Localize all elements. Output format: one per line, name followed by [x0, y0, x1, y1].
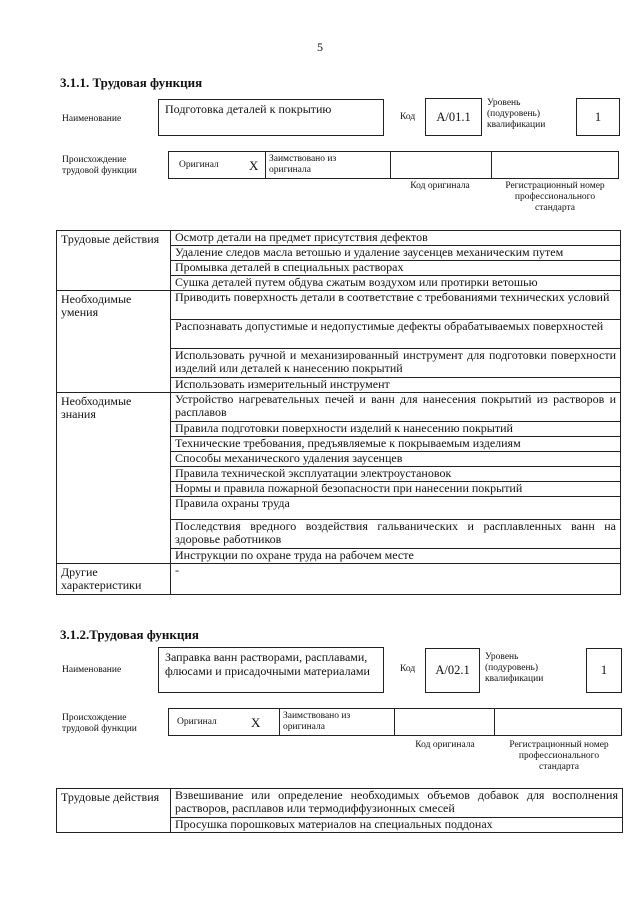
table-cell: Удаление следов масла ветошью и удаление заусенцев механическим путем — [171, 246, 621, 261]
table-cell: Распознавать допустимые и недопустимые дефекты обрабатываемых поверхностей — [171, 320, 621, 349]
table-cell: Правила подготовки поверхности изделий к нанесению покрытий — [171, 422, 621, 437]
original-mark: X — [249, 158, 259, 173]
reg-number-caption: Регистрационный номер профессионального стандарта — [509, 740, 609, 772]
table-cell: Правила охраны труда — [171, 497, 621, 520]
table-cell: Просушка порошковых материалов на специальных поддонах — [171, 818, 623, 833]
code-original-caption: Код оригинала — [415, 740, 475, 750]
reg-number-caption: Регистрационный номер профессионального стандарта — [505, 181, 605, 213]
row-label-knowledge: Необходимые знания — [57, 393, 171, 564]
table-cell: Инструкции по охране труда на рабочем месте — [171, 549, 621, 564]
row-label-actions: Трудовые действия — [57, 789, 171, 833]
origin-row — [168, 708, 622, 736]
table-cell: Взвешивание или определение необходимых объемов добавок для восполнения растворов, расплавов или термодиффузионных смесей — [171, 789, 623, 818]
section-title-3-1-2: 3.1.2.Трудовая функция — [60, 627, 199, 642]
level-label: Уровень (подуровень) квалификации — [487, 98, 546, 130]
page-number: 5 — [317, 40, 323, 54]
borrowed-label: Заимствовано из оригинала — [269, 154, 337, 175]
function-name-box: Подготовка деталей к покрытию — [158, 99, 384, 136]
divider — [265, 151, 266, 179]
table-cell: Устройство нагревательных печей и ванн для нанесения покрытий из растворов и расплавов — [171, 393, 621, 422]
divider — [491, 151, 492, 179]
row-label-other: Другие характеристики — [57, 564, 171, 595]
row-label-skills: Необходимые умения — [57, 291, 171, 393]
table-row — [57, 564, 621, 595]
name-label: Наименование — [62, 665, 122, 675]
code-original-caption: Код оригинала — [410, 181, 470, 191]
qualification-level-box: 1 — [586, 648, 622, 693]
function-code-box: A/01.1 — [425, 98, 482, 136]
table-cell: Осмотр детали на предмет присутствия дефектов — [171, 231, 621, 246]
name-label: Наименование — [62, 114, 122, 124]
original-mark: X — [251, 715, 261, 730]
borrowed-label: Заимствовано из оригинала — [283, 711, 351, 732]
divider — [279, 708, 280, 736]
table-row — [57, 291, 621, 320]
divider — [390, 151, 391, 179]
origin-label: Происхождение трудовой функции — [62, 713, 137, 734]
table-row — [57, 789, 623, 818]
section-title-3-1-1: 3.1.1. Трудовая функция — [60, 75, 203, 90]
table-cell: Использовать измерительный инструмент — [171, 378, 621, 393]
table-cell: Использовать ручной и механизированный инструмент для подготовки поверхности изделий или деталей к нанесению покрытий — [171, 349, 621, 378]
row-label-actions: Трудовые действия — [57, 231, 171, 291]
divider — [494, 708, 495, 736]
origin-row — [168, 151, 619, 179]
origin-label: Происхождение трудовой функции — [62, 155, 137, 176]
table-cell: Нормы и правила пожарной безопасности при нанесении покрытий — [171, 482, 621, 497]
qualification-level-box: 1 — [576, 98, 620, 136]
table-cell: Приводить поверхность детали в соответствие с требованиями технических условий — [171, 291, 621, 320]
level-label: Уровень (подуровень) квалификации — [485, 652, 544, 684]
code-label: Код — [400, 112, 416, 122]
table-row — [57, 393, 621, 422]
original-label: Оригинал — [179, 160, 219, 170]
table-cell: Технические требования, предъявляемые к покрываемым изделиям — [171, 437, 621, 452]
table-cell: - — [171, 564, 621, 595]
function-code-box: A/02.1 — [425, 648, 480, 693]
table-cell: Сушка деталей путем обдува сжатым воздухом или протирки ветошью — [171, 276, 621, 291]
divider — [394, 708, 395, 736]
table-cell: Способы механического удаления заусенцев — [171, 452, 621, 467]
function-1-table — [56, 230, 621, 595]
original-label: Оригинал — [177, 717, 217, 727]
table-row — [57, 231, 621, 246]
function-2-table — [56, 788, 623, 833]
function-name-box: Заправка ванн растворами, расплавами, флюсами и присадочными материалами — [158, 647, 384, 693]
table-cell: Правила технической эксплуатации электроустановок — [171, 467, 621, 482]
code-label: Код — [400, 664, 416, 674]
table-cell: Промывка деталей в специальных растворах — [171, 261, 621, 276]
table-cell: Последствия вредного воздействия гальванических и расплавленных ванн на здоровье работников — [171, 520, 621, 549]
